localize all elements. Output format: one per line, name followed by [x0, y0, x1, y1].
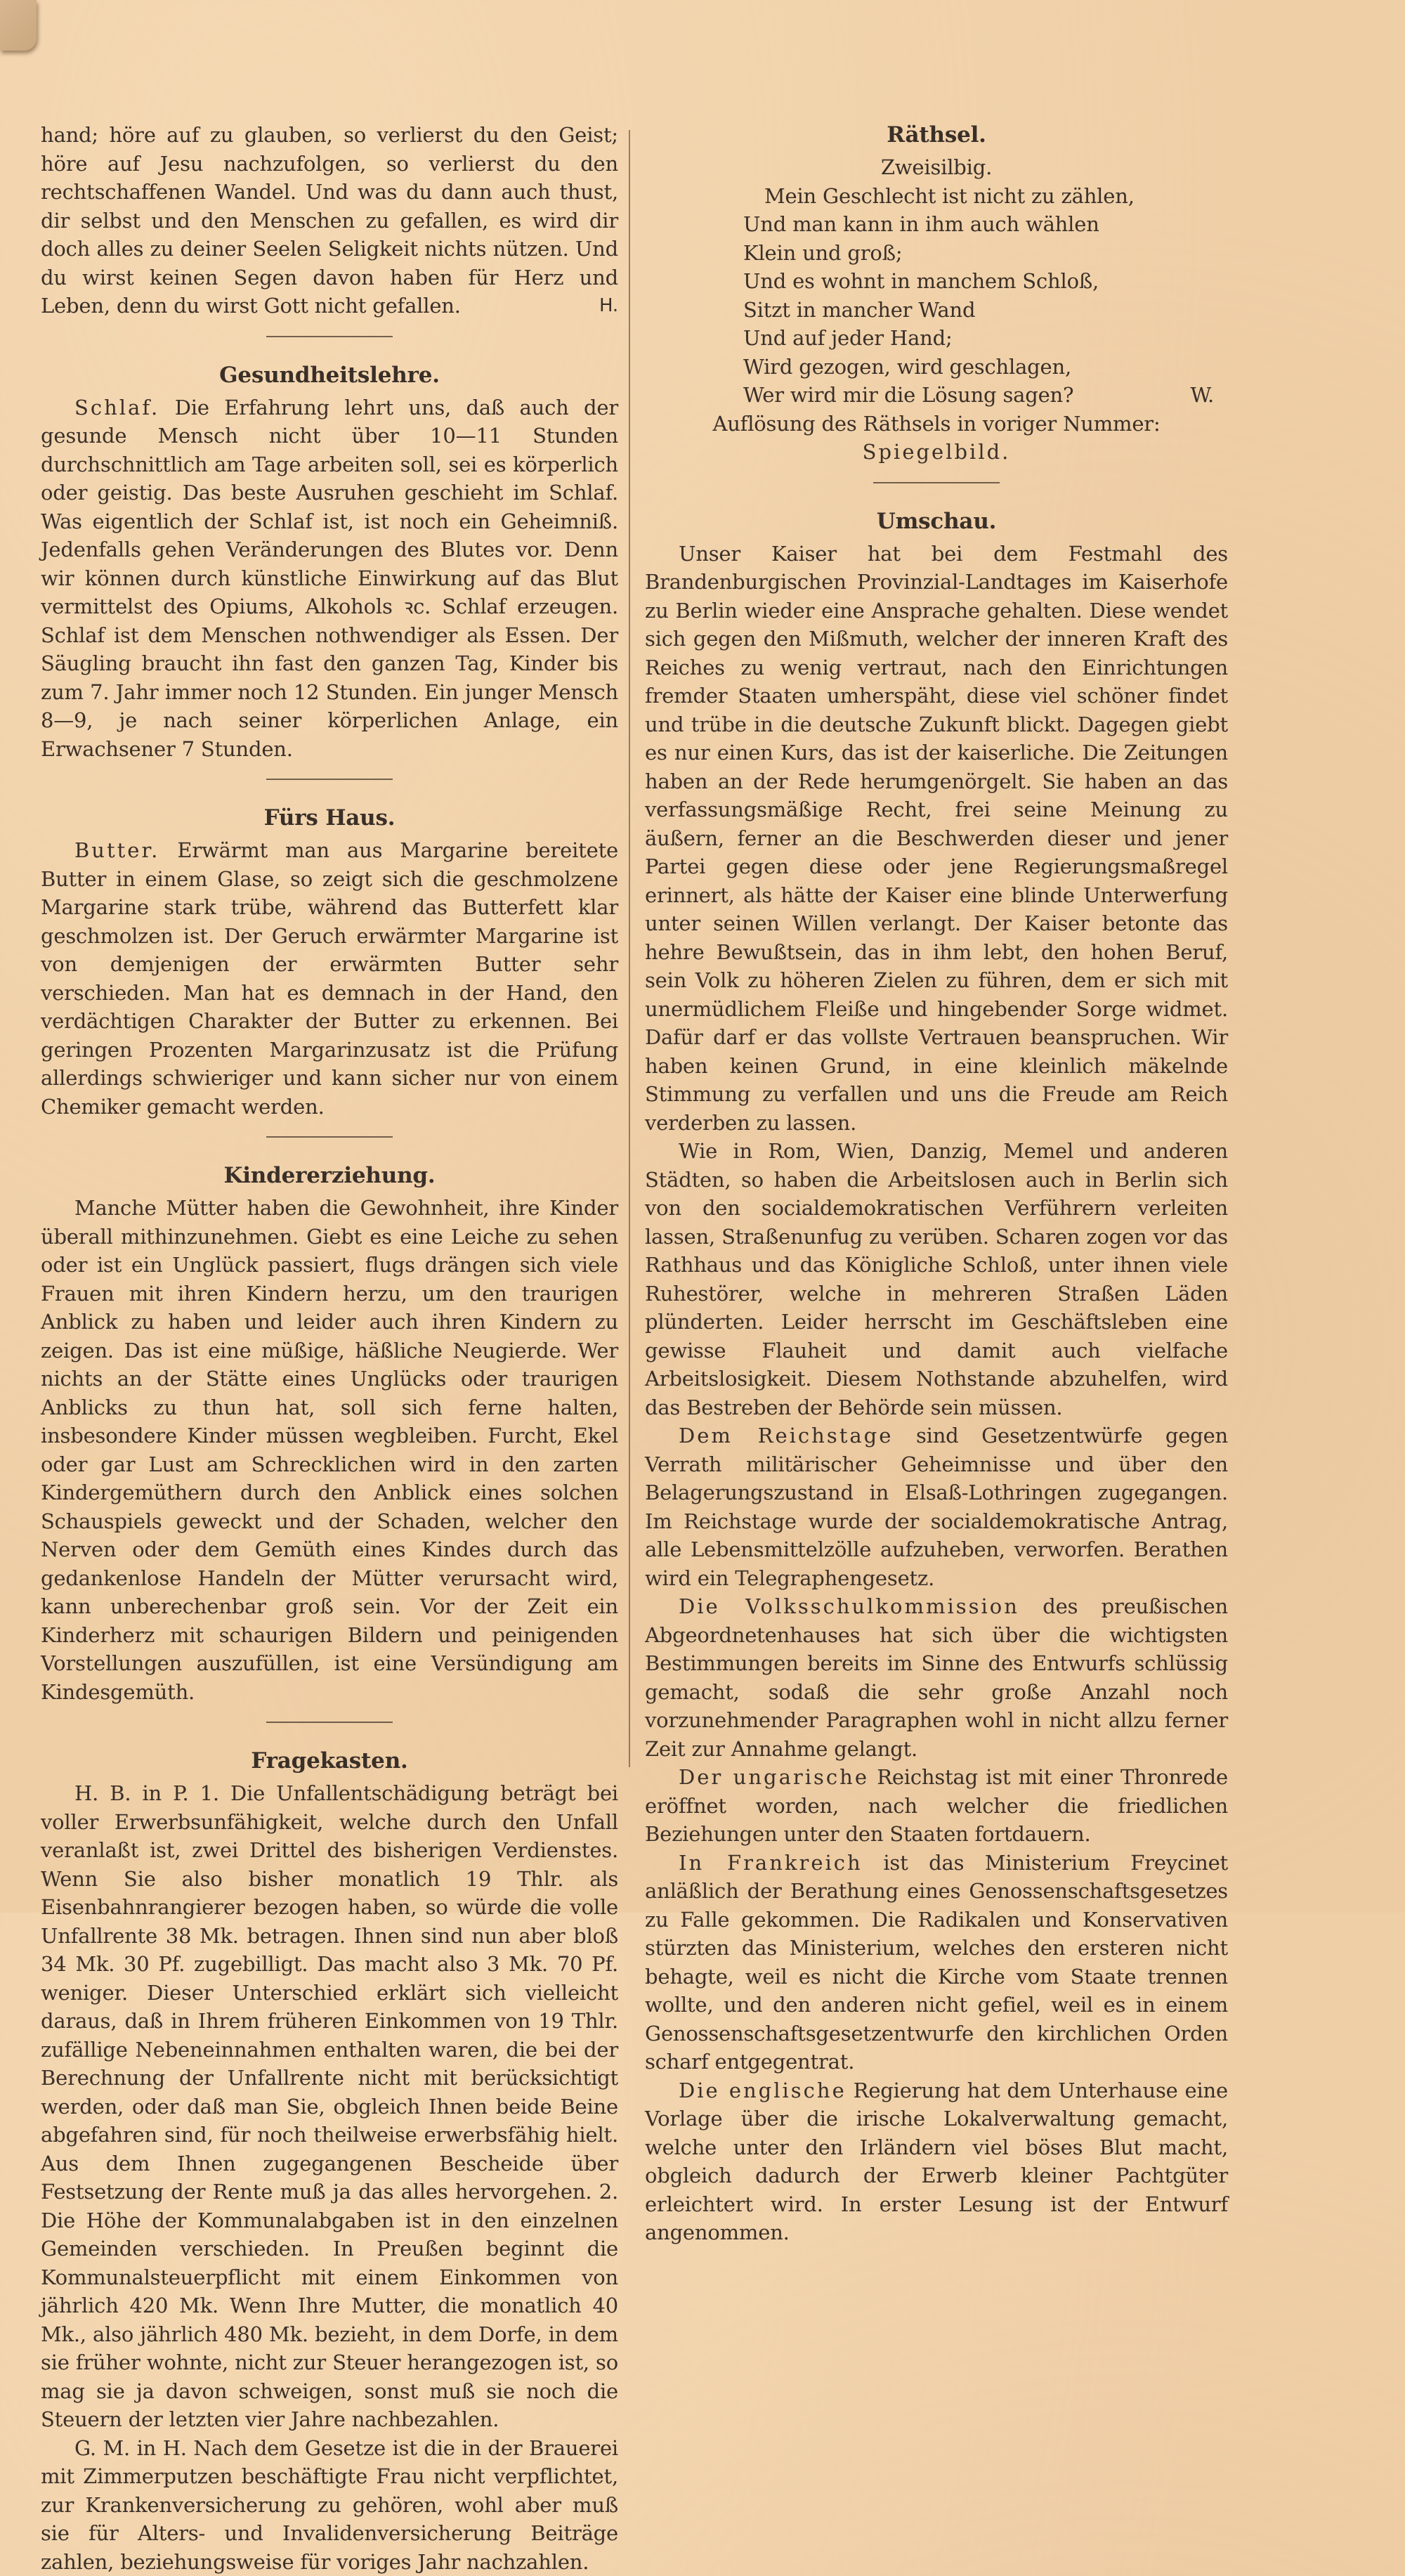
section-divider	[266, 1136, 393, 1138]
umschau-lead: In Frankreich	[679, 1851, 863, 1875]
umschau-paragraph	[645, 2076, 1228, 2247]
section-divider	[873, 482, 1000, 483]
riddle-solution: Spiegelbild.	[645, 438, 1228, 467]
riddle-line: Und es wohnt in manchem Schloß,	[743, 267, 1228, 296]
umschau-paragraph	[645, 1137, 1228, 1422]
fuers-haus-text: Erwärmt man aus Margarine bereitete Butter in einem Glase, so zeigt sich die geschmolzene Margarine stark trübe, während das Butterfett klar geschmolzen ist. Der Geruch erwärmter Margarine ist von demjenigen der erwärmten Butter sehr verschieden. Man hat es demnach in der Hand, den verdächtigen Charakter der Butter zu erkennen. Bei geringen Prozenten Margarinzusatz ist die Prüfung allerdings schwieriger und kann sicher nur von einem Chemiker gemacht werden.	[41, 838, 618, 1119]
umschau-text: Reichstag ist mit einer Thronrede eröffnet worden, nach welcher die friedlichen Beziehungen unter den Staaten fortdauern.	[645, 1765, 1228, 1846]
gesundheitslehre-text: Die Erfahrung lehrt uns, daß auch der gesunde Mensch nicht über 10—11 Stunden durchschnittlich am Tage arbeiten soll, sei es körperlich oder geistig. Das beste Ausruhen geschieht im Schlaf. Was eigentlich der Schlaf ist, ist noch ein Geheimniß. Jedenfalls gehen Veränderungen des Blutes vor. Denn wir können durch künstliche Einwirkung auf das Blut vermittelst des Opiums, Alkohols ꝛc. Schlaf erzeugen. Schlaf ist dem Menschen nothwendiger als Essen. Der Säugling braucht ihn fast den ganzen Tag, Kinder bis zum 7. Jahr immer noch 12 Stunden. Ein junger Mensch 8—9, je nach seiner körperlichen Anlage, ein Erwachsener 7 Stunden.	[41, 396, 618, 761]
riddle-solution-label: Auflösung des Räthsels in voriger Nummer:	[645, 410, 1228, 438]
section-title-kindererziehung: Kindererziehung.	[41, 1162, 618, 1190]
riddle-line: Klein und groß;	[743, 239, 1228, 268]
umschau-text: sind Gesetzentwürfe gegen Verrath militärischer Geheimnisse und über den Belagerungszustand in Elsaß-Lothringen zugegangen. Im Reichstage wurde der socialdemokratische Antrag, alle Lebensmittelzölle aufzuheben, verworfen. Berathen wird ein Telegraphengesetz.	[645, 1424, 1228, 1590]
section-title-umschau: Umschau.	[645, 507, 1228, 535]
section-divider	[266, 336, 393, 337]
umschau-text: Wie in Rom, Wien, Danzig, Memel und anderen Städten, so haben die Arbeitslosen auch in Berlin sich von den socialdemokratischen Verführern verleiten lassen, Straßenunfug zu verüben. Scharen zogen vor das Rathhaus und das Königliche Schloß, unter ihnen viele Ruhestörer, welche in mehreren Straßen Läden plünderten. Leider herrscht im Geschäftsleben eine gewisse Flauheit und damit auch vielfache Arbeitslosigkeit. Diesem Nothstande abzuhelfen, wird das Bestreben der Behörde sein müssen.	[645, 1139, 1228, 1419]
riddle-subtitle: Zweisilbig.	[645, 153, 1228, 182]
right-column	[645, 121, 1228, 2247]
umschau-paragraph	[645, 540, 1228, 1138]
riddle-line: Und auf jeder Hand;	[743, 324, 1228, 353]
fuers-haus-lead: Butter.	[74, 838, 159, 862]
gesundheitslehre-paragraph	[41, 393, 618, 764]
fragekasten-answer	[41, 2434, 618, 2576]
umschau-lead: Die Volksschulkommission	[679, 1594, 1019, 1618]
answer-text: 1. Die Unfallentschädigung beträgt bei voller Erwerbsunfähigkeit, welche durch den Unfall veranlaßt ist, zwei Drittel des bisherigen Verdienstes. Wenn Sie also bisher monatlich 19 Thlr. als Eisenbahnrangierer bezogen haben, so würde die volle Unfallrente 38 Mk. betragen. Ihnen sind nun aber bloß 34 Mk. 30 Pf. zugebilligt. Das macht also 3 Mk. 70 Pf. weniger. Dieser Unterschied erklärt sich vielleicht daraus, daß in Ihrem früheren Einkommen von 19 Thlr. zufällige Nebeneinnahmen enthalten waren, die bei der Berechnung der Unfallrente nicht mit berücksichtigt werden, oder daß man Sie, obgleich Ihnen beide Beine abgefahren sind, für noch theilweise erwerbsfähig hielt. Aus dem Ihnen zugegangenen Bescheide über Festsetzung der Rente muß ja das alles hervorgehen. 2. Die Höhe der Kommunalabgaben ist in den einzelnen Gemeinden verschieden. In Preußen beginnt die Kommunalsteuerpflicht mit einem Einkommen von jährlich 420 Mk. Wenn Ihre Mutter, die monatlich 40 Mk., also jährlich 480 Mk. bezieht, in dem Dorfe, in dem sie früher wohnte, nicht zur Steuer herangezogen ist, so mag sie ja davon schweigen, sonst muß sie noch die Steuern der letzten vier Jahre nachbezahlen.	[41, 1781, 618, 2431]
answer-text: Nach dem Gesetze ist die in der Brauerei mit Zimmerputzen beschäftigte Frau nicht verpflichtet, zur Krankenversicherung zu gehören, wohl aber muß sie für Alters- und Invalidenversicherung Beiträge zahlen, beziehungsweise für voriges Jahr nachzahlen.	[41, 2436, 618, 2574]
umschau-lead: Die englische	[679, 2079, 847, 2102]
intro-signature: H.	[599, 292, 618, 320]
section-divider	[266, 779, 393, 780]
section-title-gesundheitslehre: Gesundheitslehre.	[41, 361, 618, 389]
torn-page-corner	[0, 0, 37, 51]
umschau-paragraph	[645, 1592, 1228, 1763]
section-divider	[266, 1722, 393, 1723]
fuers-haus-paragraph	[41, 836, 618, 1121]
kindererziehung-paragraph: Manche Mütter haben die Gewohnheit, ihre Kinder überall mithinzunehmen. Giebt es eine Leiche zu sehen oder ist ein Unglück passiert, flugs drängen sich viele Frauen mit ihren Kindern herzu, um den traurigen Anblick zu haben und leider auch ihren Kindern zu zeigen. Das ist eine müßige, häßliche Neugierde. Wer nichts an der Stätte eines Unglücks oder traurigen Anblicks zu thun hat, soll sich ferne halten, insbesondere Kinder müssen wegbleiben. Furcht, Ekel oder gar Lust am Schrecklichen wird in den zarten Kindergemüthern durch den Anblick eines solchen Schauspiels geweckt und der Schaden, welcher den Nerven oder dem Gemüth eines Kindes durch das gedankenlose Handeln der Mütter verursacht wird, kann unberechenbar groß sein. Vor der Zeit ein Kinderherz mit schaurigen Bildern und peinigenden Vorstellungen auszufüllen, ist eine Versündigung am Kindesgemüth.	[41, 1194, 618, 1706]
answer-addressee: G. M. in H.	[74, 2436, 187, 2460]
intro-paragraph	[41, 121, 618, 320]
riddle-signature: W.	[1190, 381, 1214, 410]
umschau-text: des preußischen Abgeordnetenhauses hat sich über die wichtigsten Bestimmungen bereits im Sinne des Entwurfs schlüssig gemacht, sodaß die sehr große Anzahl noch vorzunehmender Paragraphen wohl in nicht allzu ferner Zeit zur Annahme gelangt.	[645, 1594, 1228, 1761]
riddle-line: Wird gezogen, wird geschlagen,	[743, 353, 1228, 382]
fragekasten-answer	[41, 1779, 618, 2434]
answer-addressee: H. B. in P.	[74, 1781, 189, 1805]
umschau-paragraph	[645, 1422, 1228, 1592]
section-title-fragekasten: Fragekasten.	[41, 1747, 618, 1775]
riddle-verse	[743, 182, 1228, 410]
section-title-fuers-haus: Fürs Haus.	[41, 804, 618, 832]
umschau-text: ist das Ministerium Freycinet anläßlich der Berathung eines Genossenschaftsgesetzes zu Falle gekommen. Die Radikalen und Konservativen stürzten das Ministerium, welches den ersteren nicht behagte, weil es nicht die Kirche vom Staate trennen wollte, und den anderen nicht gefiel, weil es in einem Genossenschaftsgesetzentwurfe den kirchlichen Orden scharf entgegentrat.	[645, 1851, 1228, 2074]
riddle-line-last	[743, 381, 1228, 410]
umschau-lead: Dem Reichstage	[679, 1424, 893, 1448]
gesundheitslehre-lead: Schlaf.	[74, 396, 159, 419]
left-column	[41, 121, 618, 2576]
column-divider	[629, 130, 630, 1767]
umschau-lead: Der ungarische	[679, 1765, 869, 1789]
umschau-paragraph	[645, 1849, 1228, 2076]
riddle-line: Und man kann in ihm auch wählen	[743, 210, 1228, 239]
umschau-text: Regierung hat dem Unterhause eine Vorlage über die irische Lokalverwaltung gemacht, welche unter den Irländern viel böses Blut macht, obgleich dadurch der Erwerb kleiner Pachtgüter erleichtert wird. In erster Lesung ist der Entwurf angenommen.	[645, 2079, 1228, 2245]
umschau-paragraph	[645, 1763, 1228, 1849]
intro-text: hand; höre auf zu glauben, so verlierst du den Geist; höre auf Jesu nachzufolgen, so verlierst du den rechtschaffenen Wandel. Und was du dann auch thust, dir selbst und den Menschen zu gefallen, es wird dir doch alles zu deiner Seelen Seligkeit nichts nützen. Und du wirst keinen Segen davon haben für Herz und Leben, denn du wirst Gott nicht gefallen.	[41, 123, 618, 318]
section-title-raethsel: Räthsel.	[645, 121, 1228, 149]
umschau-text: Unser Kaiser hat bei dem Festmahl des Brandenburgischen Provinzial-Landtages im Kaiserhofe zu Berlin wieder eine Ansprache gehalten. Diese wendet sich gegen den Mißmuth, welcher der inneren Kraft des Reiches zu wenig vertraut, nach den Einrichtungen fremder Staaten umherspäht, diese viel schöner findet und trübe in die deutsche Zukunft blickt. Dagegen giebt es nur einen Kurs, das ist der kaiserliche. Die Zeitungen haben an der Rede herumgenörgelt. Sie haben an das verfassungsmäßige Recht, frei seine Meinung zu äußern, ferner an die Beschwerden dieser und jener Partei gegen diese oder jene Regierungsmaßregel erinnert, als hätte der Kaiser eine blinde Unterwerfung unter seinen Willen verlangt. Der Kaiser betonte das hehre Bewußtsein, das in ihm lebt, den hohen Beruf, sein Volk zu höheren Zielen zu führen, dem er sich mit unermüdlichem Fleiße und hingebender Sorge widmet. Dafür darf er das vollste Vertrauen beanspruchen. Wir haben keinen Grund, in eine kleinlich mäkelnde Stimmung zu verfallen und uns die Freude am Reich verderben zu lassen.	[645, 542, 1228, 1135]
riddle-line: Sitzt in mancher Wand	[743, 296, 1228, 325]
riddle-line: Mein Geschlecht ist nicht zu zählen,	[743, 182, 1228, 211]
riddle-line: Wer wird mir die Lösung sagen?	[743, 383, 1073, 407]
